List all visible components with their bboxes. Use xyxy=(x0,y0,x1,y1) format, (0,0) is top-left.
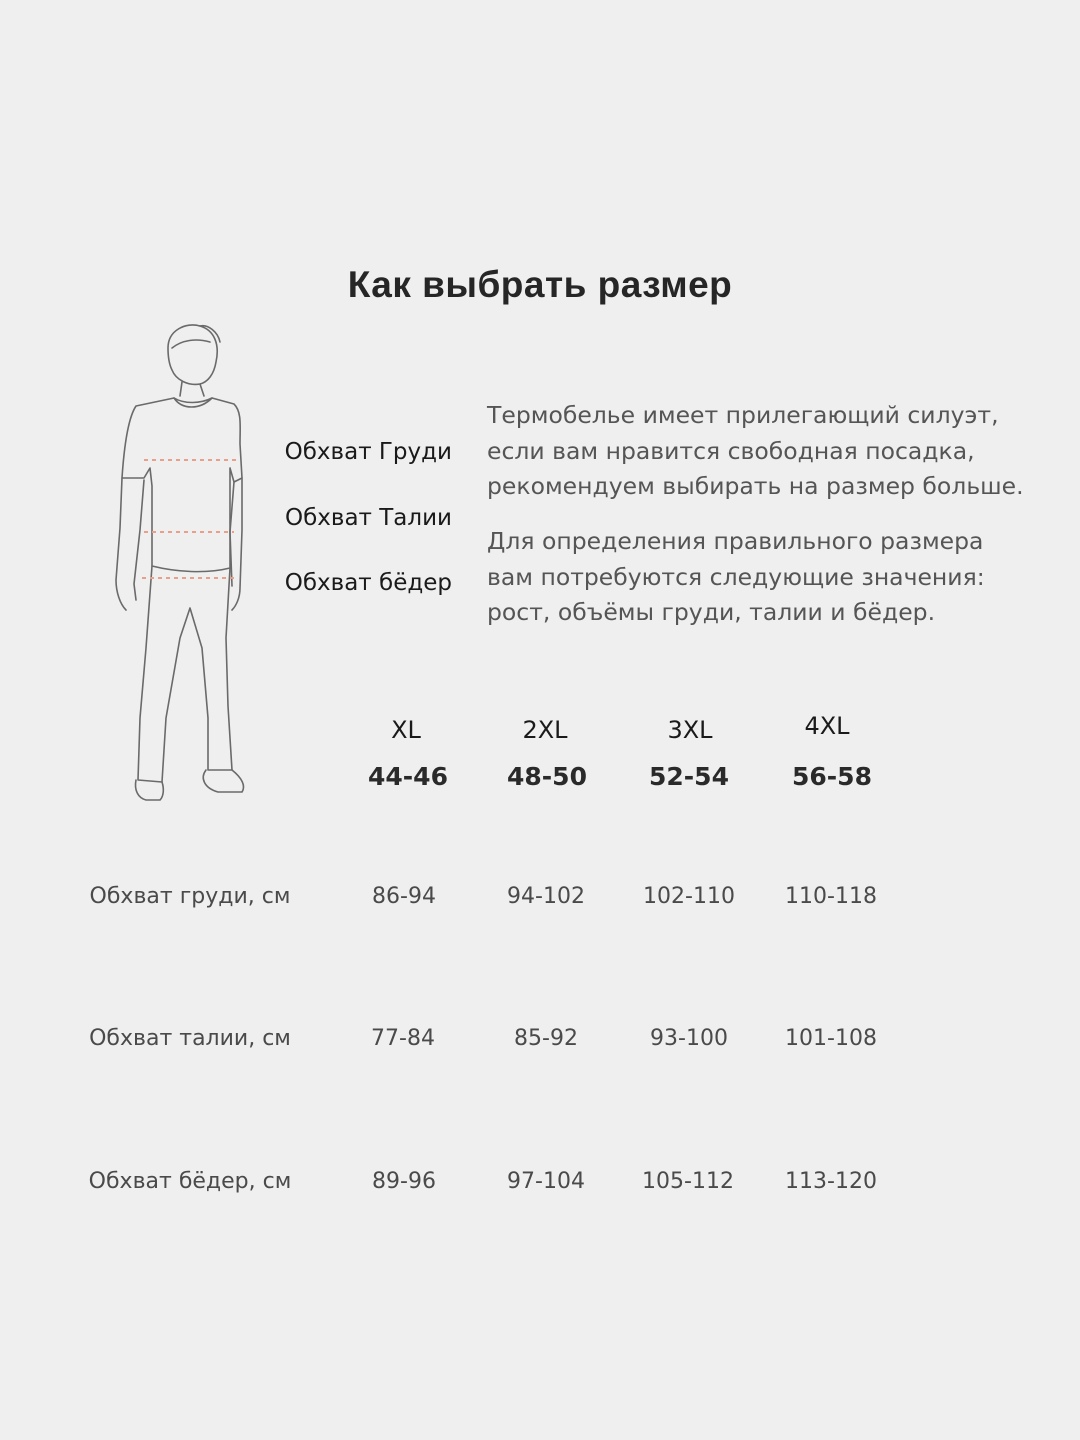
fit-note-paragraph xyxy=(487,398,1067,505)
paragraph-line: вам потребуются следующие значения: xyxy=(487,562,985,591)
table-cell: 97-104 xyxy=(507,1169,585,1194)
table-cell: 113-120 xyxy=(785,1169,877,1194)
row-label-waist: Обхват талии, см xyxy=(89,1026,291,1051)
table-cell: 89-96 xyxy=(372,1169,436,1194)
paragraph-line: рекомендуем выбирать на размер больше. xyxy=(487,472,1024,500)
paragraph-line: Термобелье имеет прилегающий силуэт, xyxy=(487,401,999,429)
table-cell: 110-118 xyxy=(785,884,877,909)
table-cell: 101-108 xyxy=(785,1026,877,1051)
page-title: Как выбрать размер xyxy=(347,264,733,305)
size-range-xl: 44-46 xyxy=(368,762,448,791)
table-cell: 86-94 xyxy=(372,884,436,909)
size-range-4xl: 56-58 xyxy=(792,762,872,791)
table-cell: 102-110 xyxy=(643,884,735,909)
size-range-3xl: 52-54 xyxy=(649,762,729,791)
table-cell: 105-112 xyxy=(642,1169,734,1194)
size-letter-2xl: 2XL xyxy=(522,716,568,744)
chest-measure-label: Обхват Груди xyxy=(284,439,452,465)
size-letter-4xl: 4XL xyxy=(804,712,850,740)
paragraph-line: если вам нравится свободная посадка, xyxy=(487,436,975,465)
size-range-2xl: 48-50 xyxy=(507,762,587,791)
waist-measure-label: Обхват Талии xyxy=(285,505,452,531)
table-cell: 85-92 xyxy=(514,1026,578,1051)
table-cell: 93-100 xyxy=(650,1026,728,1051)
size-letter-xl: XL xyxy=(391,716,421,744)
measurement-instructions-paragraph xyxy=(487,524,1067,631)
table-cell: 94-102 xyxy=(507,884,585,909)
row-label-chest: Обхват груди, см xyxy=(89,884,291,909)
size-letter-3xl: 3XL xyxy=(667,716,713,744)
hips-measure-label: Обхват бёдер xyxy=(284,570,452,596)
row-label-hips: Обхват бёдер, см xyxy=(88,1169,292,1194)
paragraph-line: Для определения правильного размера xyxy=(487,527,984,555)
man-figure-illustration xyxy=(96,318,276,818)
paragraph-line: рост, объёмы груди, талии и бёдер. xyxy=(487,598,936,626)
table-cell: 77-84 xyxy=(371,1026,435,1051)
